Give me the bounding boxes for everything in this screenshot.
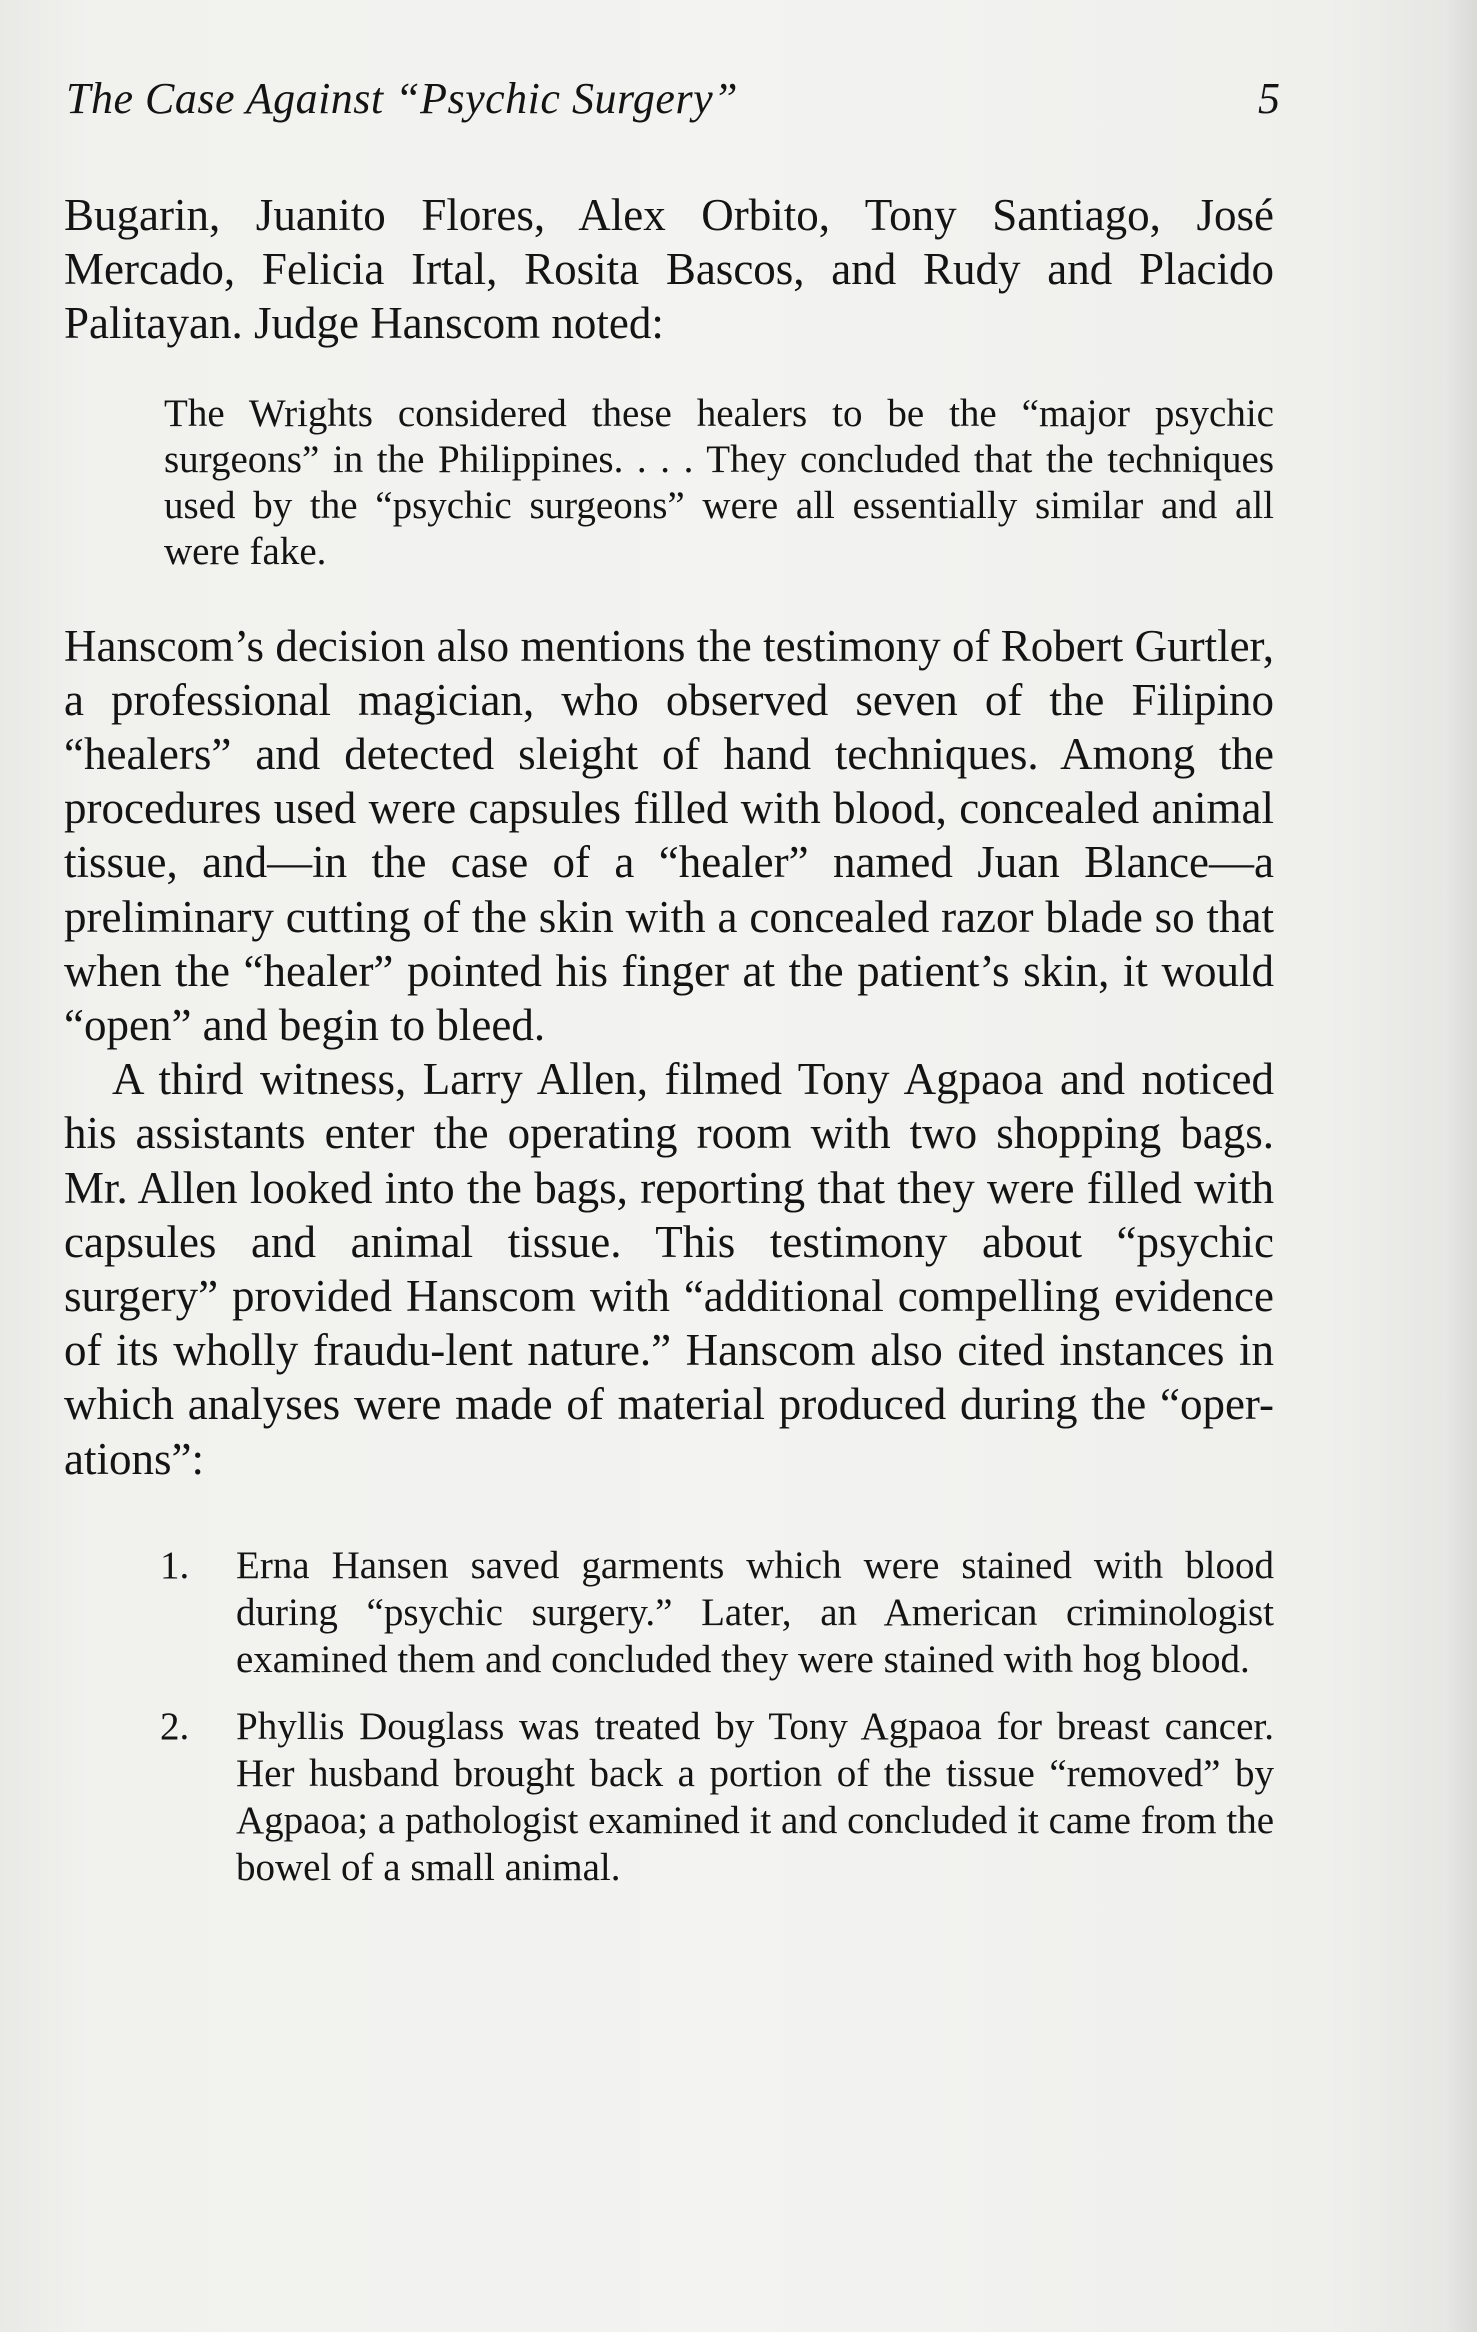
list-item-text: Phyllis Douglass was treated by Tony Agpaoa for breast cancer. Her husband brought back a portion of the tissue “removed” by Agpaoa; a pathologist examined it and concluded it came from the bowel of a small animal. (236, 1704, 1274, 1889)
list-item-number: 2. (160, 1704, 190, 1748)
block-quote: The Wrights considered these healers to be the “major psychic surgeons” in the Philippines. . . . They concluded that the techniques used by the “psychic surgeons” were all essentially similar and all were fake. (164, 391, 1274, 573)
running-title: The Case Against “Psychic Surgery” (66, 74, 739, 123)
numbered-list (64, 1542, 1274, 1891)
paragraph-1: Bugarin, Juanito Flores, Alex Orbito, Tony Santiago, José Mercado, Felicia Irtal, Rosita Bascos, and Rudy and Placido Palitayan. Judge Hanscom noted: (64, 190, 1274, 349)
list-item-2 (64, 1703, 1274, 1891)
paragraph-2: Hanscom’s decision also mentions the testimony of Robert Gurtler, a professional magician, who observed seven of the Filipino “healers” and detected sleight of hand techniques. Among the procedures used were capsules filled with blood, concealed animal tissue, and—in the case of a “healer” named Juan Blance—a preliminary cutting of the skin with a concealed razor blade so that when the “healer” pointed his finger at the patient’s skin, it would “open” and begin to bleed. (64, 620, 1274, 1051)
page-edge-shadow (1443, 0, 1477, 2332)
running-header (66, 64, 1280, 134)
page-body (64, 188, 1274, 1911)
paragraph-3: A third witness, Larry Allen, filmed Tony Agpaoa and noticed his assistants enter the operating room with two shopping bags. Mr. Allen looked into the bags, reporting that they were filled with capsules and animal tissue. This testimony about “psychic surgery” provided Hanscom with “additional compelling evidence of its wholly fraudu-lent nature.” Hanscom also cited instances in which analyses were made of material produced during the “oper-ations”: (64, 1054, 1274, 1484)
list-item-text: Erna Hansen saved garments which were stained with blood during “psychic surgery.” Later, an American criminologist examined them and concluded they were stained with hog blood. (236, 1543, 1274, 1681)
list-item-1 (64, 1542, 1274, 1683)
page-number: 5 (1258, 74, 1280, 123)
list-item-number: 1. (160, 1543, 190, 1587)
